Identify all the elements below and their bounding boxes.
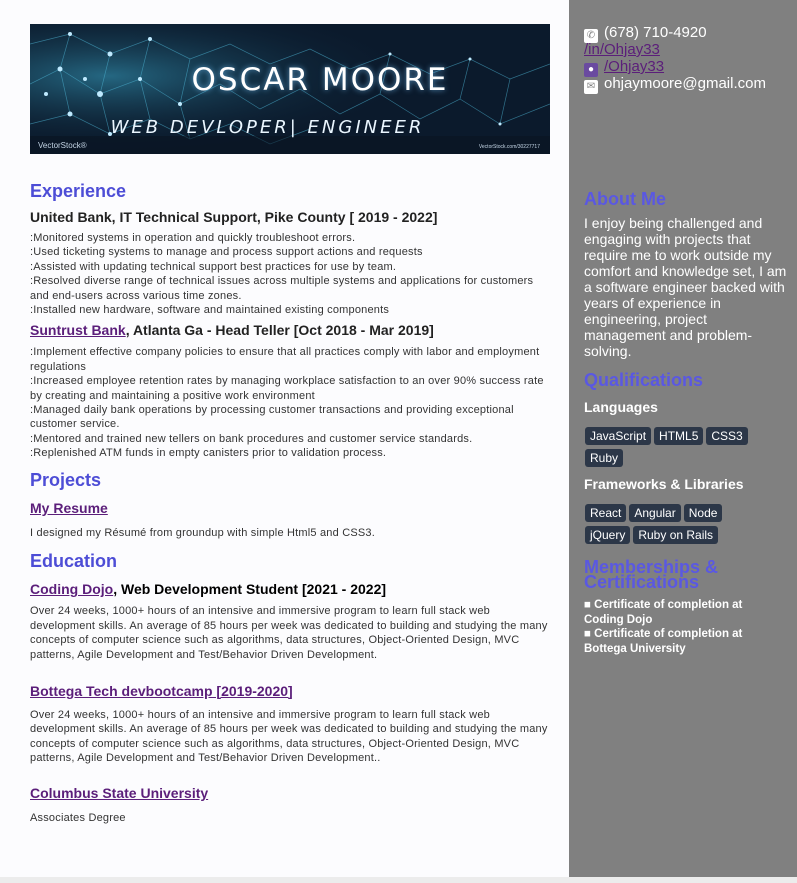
github-icon: ● (584, 63, 598, 77)
suntrust-link[interactable]: Suntrust Bank (30, 322, 126, 339)
bottega-link[interactable]: Bottega Tech devbootcamp [2019-2020] (30, 682, 293, 699)
job-1-bullet: :Installed new hardware, software and maintained existing components (30, 304, 390, 317)
name-heading: OSCAR MOORE (191, 62, 449, 98)
memberships-heading: Memberships & Certifications (584, 557, 719, 592)
my-resume-link[interactable]: My Resume (30, 499, 108, 516)
framework-tag: Ruby on Rails (633, 526, 718, 544)
job-1-bullets (30, 231, 552, 317)
education-heading: Education (30, 551, 118, 572)
header-banner (30, 24, 550, 154)
job-2-bullet: :Managed daily bank operations by processing customer transactions and providing exceptional customer service. (30, 404, 514, 431)
github-link[interactable]: /Ohjay33 (604, 58, 665, 75)
email-address: ohjaymoore@gmail.com (604, 75, 766, 92)
projects-heading: Projects (30, 469, 102, 490)
about-text: I enjoy being challenged and engaging with projects that require me to work outside my comfort and knowledge set, I am a software engineer backed with years of experience in engineering, project management and problem-solving. (584, 215, 787, 359)
resume-content (30, 180, 552, 826)
languages-tags (584, 427, 784, 471)
about-heading: About Me (584, 189, 666, 209)
education-3-title (30, 785, 552, 801)
language-tag: Ruby (585, 449, 623, 467)
job-1-bullet: :Used ticketing systems to manage and process support actions and requests (30, 246, 423, 259)
phone-icon: ✆ (584, 29, 598, 43)
columbus-state-link[interactable]: Columbus State University (30, 785, 209, 802)
language-tag: JavaScript (585, 427, 651, 445)
framework-tag: jQuery (585, 526, 630, 544)
watermark-left: VectorStock® (38, 141, 87, 150)
email-line (584, 75, 766, 94)
education-1-description: Over 24 weeks, 1000+ hours of an intensive and immersive program to learn full stack web development skills. An average of 85 hours per week was dedicated to building and studying the many concepts of computer science such as algorithms, data structures, Object-Oriented Design, MVC patterns, Agile Development and Test/Behavior Driven Development. (30, 605, 548, 662)
qualifications-heading: Qualifications (584, 370, 704, 390)
education-1-title-rest: , Web Development Student [2021 - 2022] (113, 581, 387, 598)
certifications-list (584, 598, 784, 656)
certification-item: ■ Certificate of completion at Bottega University (584, 628, 743, 655)
framework-tag: Node (684, 504, 723, 522)
project-title (30, 500, 552, 516)
job-2-bullets (30, 345, 552, 460)
job-1-bullet: :Monitored systems in operation and quickly troubleshoot errors. (30, 232, 356, 244)
linkedin-line (584, 41, 660, 58)
education-2-title (30, 683, 552, 699)
frameworks-tags (584, 504, 784, 548)
job-2-bullet: :Implement effective company policies to ensure that all practices comply with labor and employment regulations (30, 346, 540, 373)
job-1-bullet: :Assisted with updating technical support best practices for use by team. (30, 260, 397, 273)
certification-item: ■ Certificate of completion at Coding Dojo (584, 599, 743, 626)
frameworks-label: Frameworks & Libraries (584, 476, 744, 492)
job-2-bullet: :Increased employee retention rates by managing workplace satisfaction to an over 90% success rate by creating and maintaining a positive work environment (30, 375, 544, 402)
phone-number: (678) 710-4920 (604, 24, 707, 41)
education-3-description: Associates Degree (30, 812, 126, 825)
job-2-bullet: :Replenished ATM funds in empty canisters prior to validation process. (30, 447, 387, 460)
job-title: WEB DEVLOPER| ENGINEER (110, 117, 425, 138)
framework-tag: React (585, 504, 626, 522)
experience-heading: Experience (30, 181, 127, 201)
framework-tag: Angular (629, 504, 680, 522)
job-2-title-rest: , Atlanta Ga - Head Teller [Oct 2018 - Mar 2019] (125, 322, 434, 339)
job-1-bullet: :Resolved diverse range of technical issues across multiple systems and applications for customers and end-users across various time zones. (30, 275, 534, 302)
education-2-description: Over 24 weeks, 1000+ hours of an intensive and immersive program to learn full stack web development skills. An average of 85 hours per week was dedicated to building and studying the many concepts of computer science such as algorithms, data structures, Object-Oriented Design, MVC patterns, Agile Development and Test/Behavior Driven Development.. (30, 708, 548, 765)
language-tag: HTML5 (654, 427, 703, 445)
coding-dojo-link[interactable]: Coding Dojo (30, 581, 114, 598)
job-2-title (30, 322, 552, 338)
education-1-title (30, 581, 552, 597)
email-icon: ✉ (584, 80, 598, 94)
linkedin-link[interactable]: /in/Ohjay33 (584, 41, 660, 58)
watermark-right: VectorStock.com/30227717 (478, 144, 540, 150)
project-description: I designed my Résumé from groundup with simple Html5 and CSS3. (30, 526, 375, 539)
job-1-title: United Bank, IT Technical Support, Pike County [ 2019 - 2022] (30, 209, 438, 225)
languages-label: Languages (584, 399, 658, 415)
language-tag: CSS3 (706, 427, 747, 445)
job-2-bullet: :Mentored and trained new tellers on bank procedures and customer service standards. (30, 432, 473, 445)
